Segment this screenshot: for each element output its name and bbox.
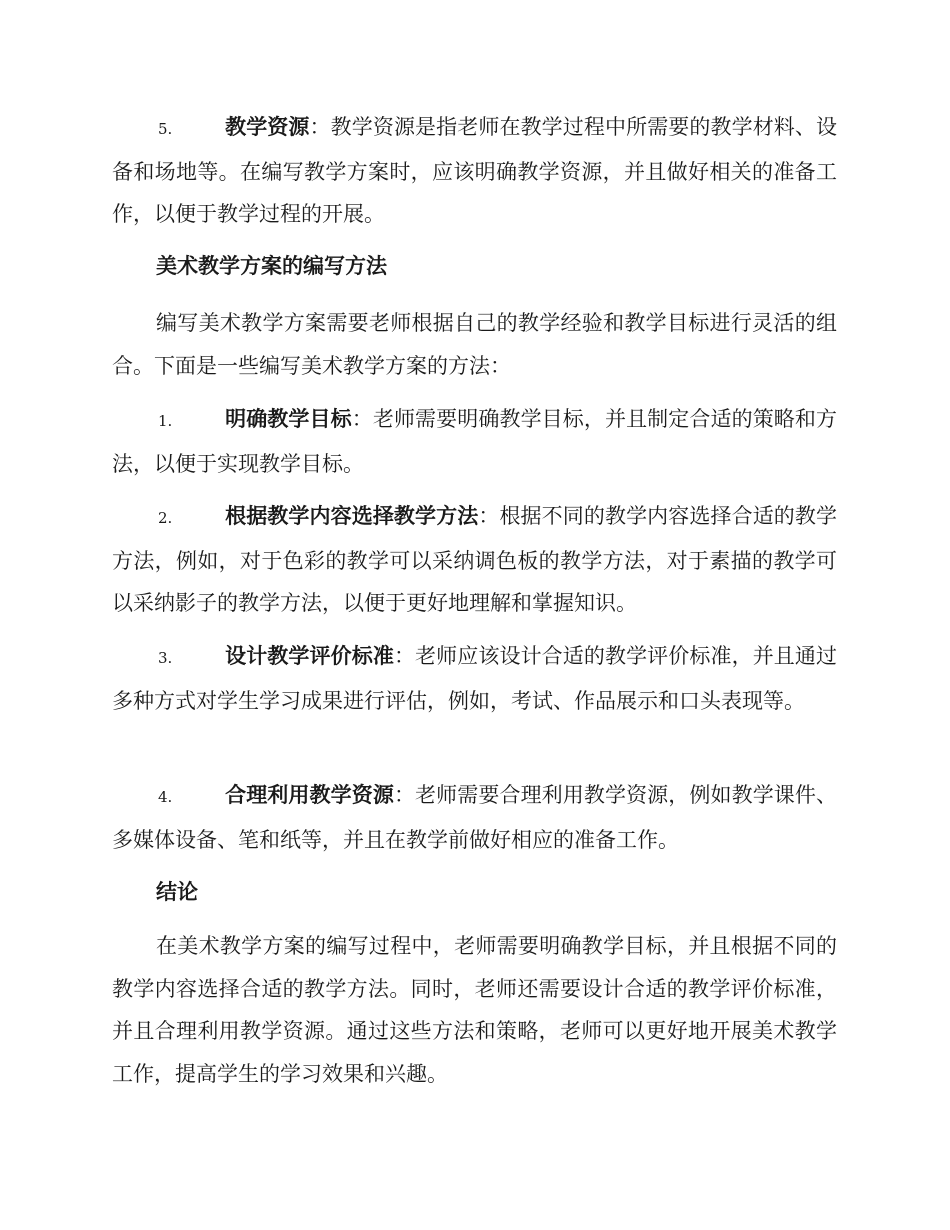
list-text: 教学资源是指老师在教学过程中所需要的教学材料、设备和场地等。在编写教学方案时，应该明确教学资源，并且做好相关的准备工作，以便于教学过程的开展。 <box>112 115 838 226</box>
list-number: 1. <box>158 412 173 430</box>
conclusion-paragraph: 在美术教学方案的编写过程中，老师需要明确教学目标，并且根据不同的教学内容选择合适的教学方法。同时，老师还需要设计合适的教学评价标准，并且合理利用教学资源。通过这些方法和策略，老师可以更好地开展美术教学工作，提高学生的学习效果和兴趣。 <box>112 934 837 1086</box>
list-term: 根据教学内容选择教学方法 <box>225 503 479 528</box>
list-item-method-4 <box>112 774 837 861</box>
list-text: 根据不同的教学内容选择合适的教学方法，例如，对于色彩的教学可以采纳调色板的教学方法，对于素描的教学可以采纳影子的教学方法，以便于更好地理解和掌握知识。 <box>112 504 838 615</box>
list-separator: ： <box>393 644 416 668</box>
list-separator: ： <box>309 115 331 139</box>
section-heading-conclusion: 结论 <box>156 879 198 904</box>
list-number: 4. <box>158 788 173 806</box>
list-term: 合理利用教学资源 <box>225 782 394 807</box>
list-separator: ： <box>393 783 416 807</box>
list-number: 3. <box>158 649 173 667</box>
list-term: 教学资源 <box>225 114 310 139</box>
list-number: 2. <box>158 509 173 527</box>
list-term: 设计教学评价标准 <box>225 643 394 668</box>
list-item-method-2 <box>112 495 837 625</box>
methods-intro-paragraph: 编写美术教学方案需要老师根据自己的教学经验和教学目标进行灵活的组合。下面是一些编写美术教学方案的方法： <box>112 311 837 378</box>
list-term: 明确教学目标 <box>225 406 352 431</box>
section-heading-methods: 美术教学方案的编写方法 <box>156 253 387 278</box>
list-number: 5. <box>158 120 173 138</box>
list-text: 老师需要合理利用教学资源，例如教学课件、多媒体设备、笔和纸等，并且在教学前做好相应的准备工作。 <box>112 783 838 852</box>
list-separator: ： <box>478 504 500 528</box>
list-item-method-3 <box>112 635 837 722</box>
list-text: 老师应该设计合适的教学评价标准，并且通过多种方式对学生学习成果进行评估，例如，考试、作品展示和口头表现等。 <box>112 644 838 713</box>
list-item-resources <box>112 106 837 236</box>
list-text: 老师需要明确教学目标，并且制定合适的策略和方法，以便于实现教学目标。 <box>112 407 838 476</box>
list-separator: ： <box>351 407 373 431</box>
list-item-method-1 <box>112 398 837 485</box>
